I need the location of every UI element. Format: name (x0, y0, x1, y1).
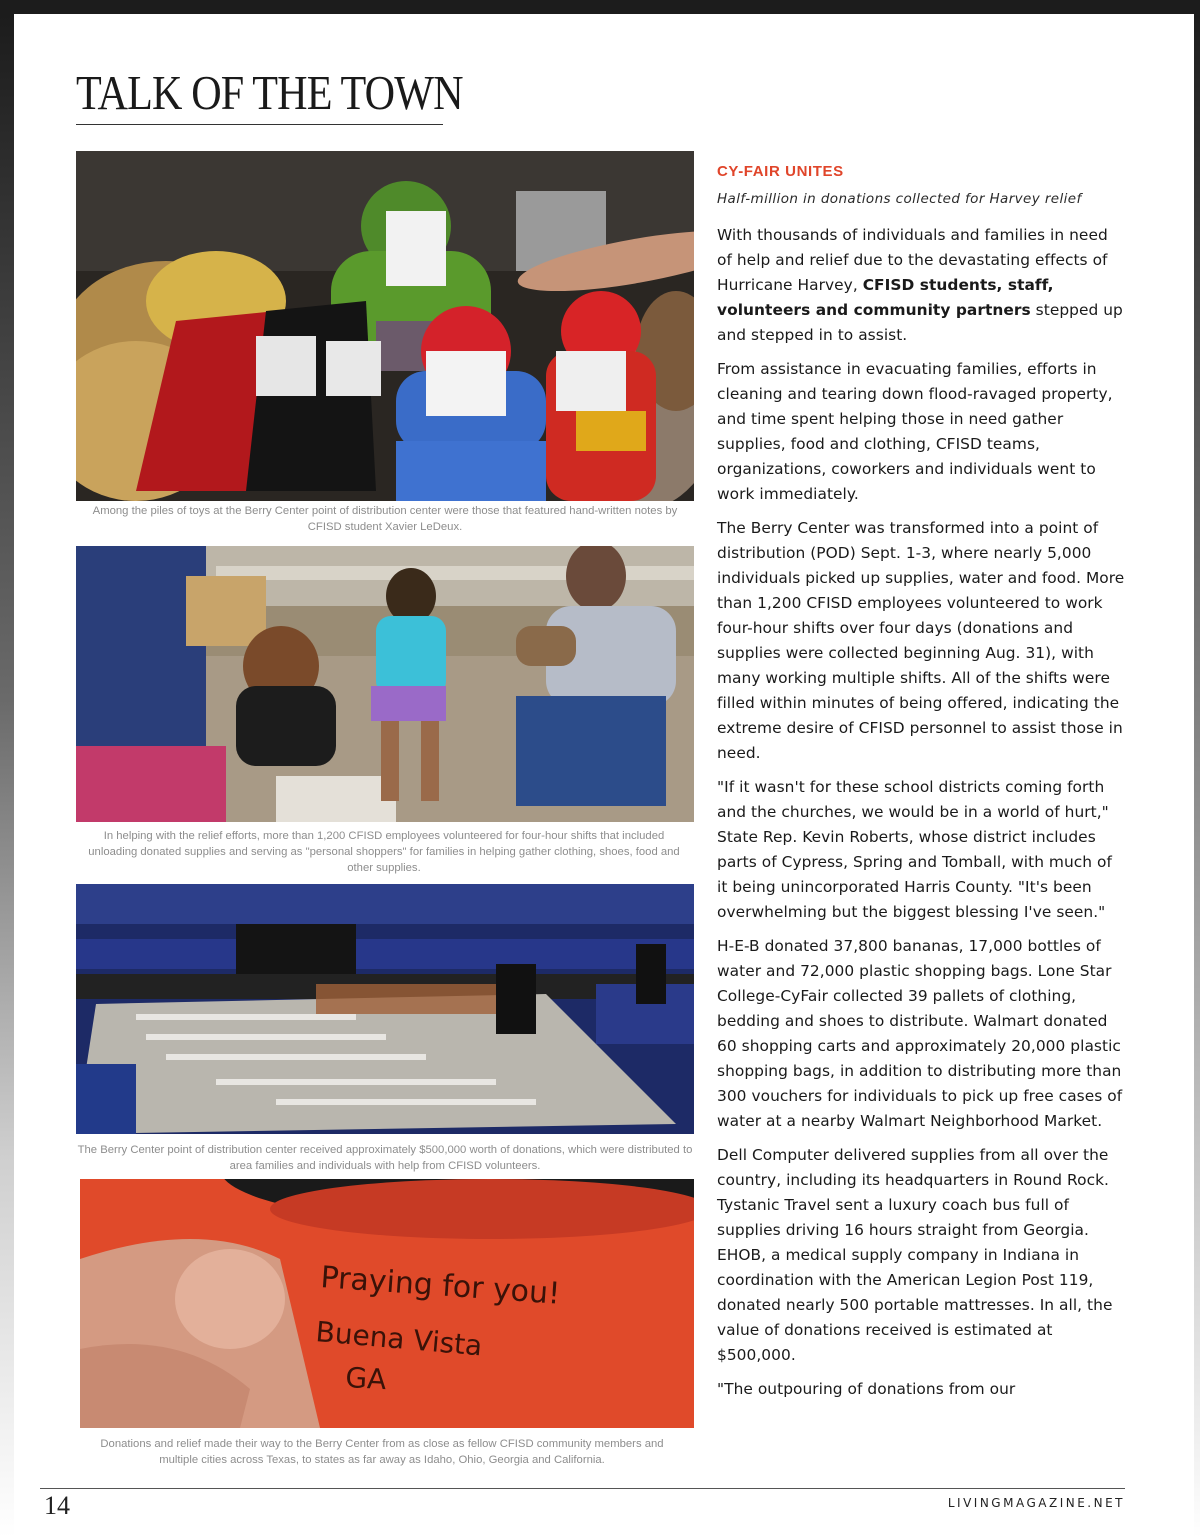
cap-handwriting-line-1: Praying for you! (319, 1260, 562, 1312)
photo-red-cap (80, 1179, 694, 1428)
title-rule (76, 124, 443, 125)
cap-handwriting-line-2: Buena Vista (314, 1315, 484, 1363)
photo-caption: Donations and relief made their way to the Berry Center from as close as fellow CFISD community members and multiple cities across Texas, to states as far away as Idaho, Ohio, Georgia and California. (100, 1438, 664, 1466)
photo-arena (76, 884, 694, 1134)
highlighted-text: CFISD students, staff, volunteers and community partners (717, 276, 1054, 319)
photo-caption: In helping with the relief efforts, more than 1,200 CFISD employees volunteered for four-hour shifts that included unloading donated supplies and serving as "personal shoppers" for families in helping gather clothing, shoes, food and other supplies. (88, 830, 680, 874)
photo-caption: Among the piles of toys at the Berry Center point of distribution center were those that featured hand-written notes by CFISD student Xavier LeDeux. (92, 505, 678, 533)
photo-caption: The Berry Center point of distribution center received approximately $500,000 worth of donations, which were distributed to area families and individuals with help from CFISD volunteers. (77, 1144, 693, 1172)
site-url: LIVINGMAGAZINE.NET (947, 1496, 1125, 1510)
photo-personal-shoppers (76, 546, 694, 822)
article (717, 160, 1127, 1411)
article-paragraph: Dell Computer delivered supplies from all over the country, including its headquarters in Round Rock. Tystanic Travel sent a luxury coach bus full of supplies driving 16 hours straight from Georgia. EHOB, a medical supply company in Indiana in coordination with the American Legion Post 119, donated nearly 500 portable mattresses. In all, the value of donations received is estimated at $500,000. (717, 1146, 1113, 1364)
article-deck: Half-million in donations collected for Harvey relief (717, 191, 1082, 207)
cap-handwriting-line-3: GA (344, 1361, 388, 1397)
article-paragraph: "The outpouring of donations from our (717, 1380, 1016, 1398)
article-paragraph: From assistance in evacuating families, efforts in cleaning and tearing down flood-ravaged property, and time spent helping those in need gather supplies, food and clothing, CFISD teams, organizations, coworkers and individuals went to work immediately. (717, 360, 1113, 503)
photo-toys (76, 151, 694, 501)
page-right-edge (1194, 14, 1200, 1538)
page-number: 14 (44, 1491, 70, 1520)
section-title: TALK OF THE TOWN (76, 65, 463, 120)
article-paragraph: With thousands of individuals and families in need of help and relief due to the devastating effects of Hurricane Harvey, CFISD students, staff, volunteers and community partners stepped up and stepped in to assist. (717, 226, 1123, 344)
footer-rule (40, 1488, 1125, 1489)
article-paragraph: H-E-B donated 37,800 bananas, 17,000 bottles of water and 72,000 plastic shopping bags. Lone Star College-CyFair collected 39 pallets of clothing, bedding and shoes to distribute. Walmart donated 60 shopping carts and approximately 20,000 plastic shopping bags, in addition to distributing more than 300 vouchers for individuals to pick up free cases of water at a nearby Walmart Neighborhood Market. (717, 937, 1123, 1130)
article-paragraph: The Berry Center was transformed into a point of distribution (POD) Sept. 1-3, where nearly 5,000 individuals picked up supplies, water and food. More than 1,200 CFISD employees volunteered to work four-hour shifts over four days (donations and supplies were collected beginning Aug. 31), with many working multiple shifts. All of the shifts were filled within minutes of being offered, indicating the extreme desire of CFISD personnel to assist those in need. (717, 519, 1125, 762)
article-paragraph: "If it wasn't for these school districts coming forth and the churches, we would be in a world of hurt," State Rep. Kevin Roberts, whose district includes parts of Cypress, Spring and Tomball, with much of it being unincorporated Harris County. "It's been overwhelming but the biggest blessing I've seen." (717, 778, 1112, 921)
article-kicker: CY-FAIR UNITES (717, 163, 844, 180)
page-left-edge (0, 14, 14, 1538)
page-top-bar (0, 0, 1200, 14)
